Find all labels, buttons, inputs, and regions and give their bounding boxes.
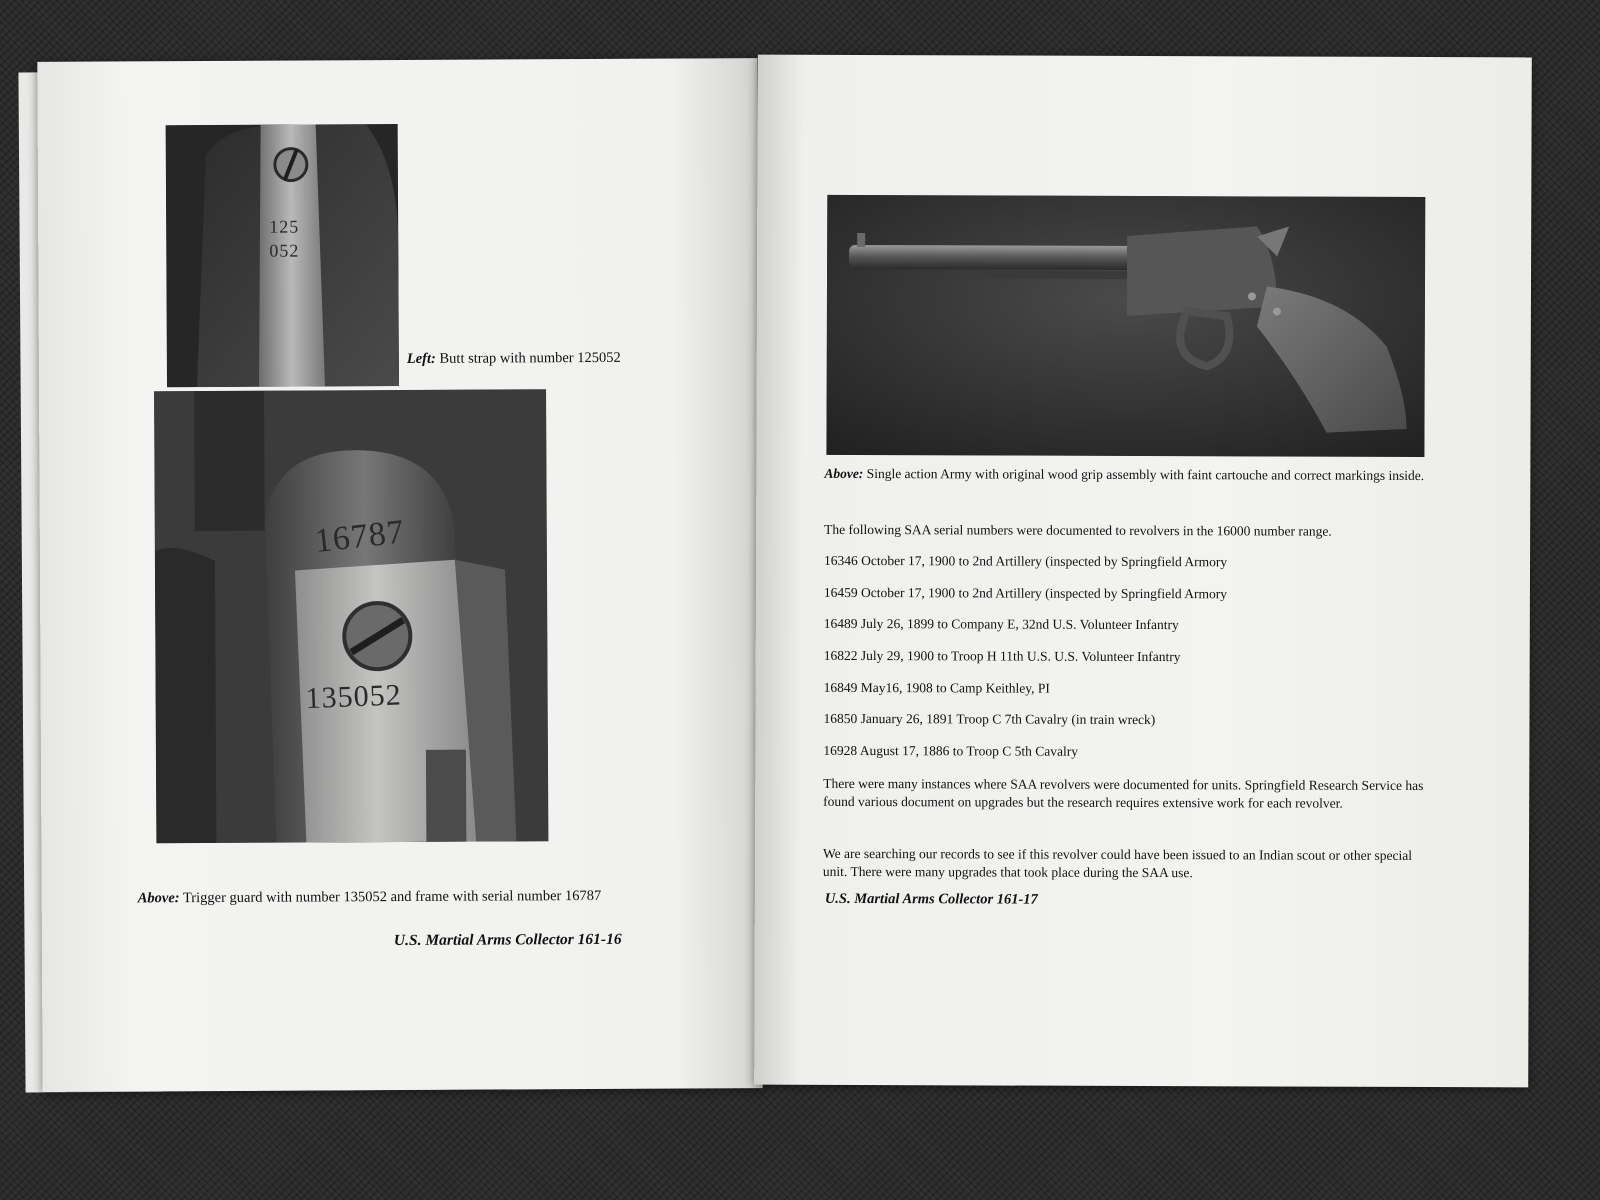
caption-text: Trigger guard with number 135052 and frame with serial number 16787 — [179, 887, 602, 907]
serial-entry: 16850 January 26, 1891 Troop C 7th Cavalry (in train wreck) — [823, 710, 1156, 728]
butt-strap-caption — [407, 349, 621, 369]
serial-entry: 16489 July 26, 1899 to Company E, 32nd U.S. Volunteer Infantry — [823, 615, 1179, 633]
revolver-caption — [824, 465, 1444, 485]
trigger-guard-caption — [138, 887, 602, 908]
caption-lead: Above: — [137, 890, 180, 907]
left-page — [37, 58, 762, 1092]
serial-entry: 16928 August 17, 1886 to Troop C 5th Cavalry — [823, 742, 1079, 759]
right-page — [754, 55, 1532, 1088]
serial-entry: 16849 May16, 1908 to Camp Keithley, PI — [823, 679, 1050, 696]
butt-strap-photo — [166, 124, 399, 387]
caption-text: Single action Army with original wood grip assembly with faint cartouche and correct markings inside. — [863, 466, 1425, 483]
trigger-guard-illustration — [154, 389, 548, 843]
caption-text: Butt strap with number 125052 — [435, 349, 621, 367]
butt-strap-number-top: 125 — [269, 216, 300, 237]
revolver-photo — [826, 195, 1425, 457]
serial-entry: 16459 October 17, 1900 to 2nd Artillery (inspected by Springfield Armory — [823, 584, 1228, 602]
intro-text: The following SAA serial numbers were documented to revolvers in the 16000 number range. — [824, 521, 1332, 539]
trigger-guard-number-stamp: 135052 — [304, 678, 403, 716]
trigger-guard-photo — [154, 389, 548, 843]
search-paragraph: We are searching our records to see if this revolver could have been issued to an Indian scout or other special unit. There were many upgrades that took place during the SAA use. — [822, 845, 1412, 881]
left-page-footer: U.S. Martial Arms Collector 161-16 — [393, 930, 622, 950]
butt-strap-number-bottom: 052 — [269, 240, 300, 261]
caption-lead: Above: — [824, 465, 864, 482]
revolver-illustration — [826, 195, 1425, 457]
serial-entry: 16822 July 29, 1900 to Troop H 11th U.S. U.S. Volunteer Infantry — [823, 647, 1181, 665]
serial-entry: 16346 October 17, 1900 to 2nd Artillery (inspected by Springfield Armory — [824, 552, 1228, 570]
right-page-footer: U.S. Martial Arms Collector 161-17 — [824, 890, 1038, 908]
research-paragraph: There were many instances where SAA revolvers were documented for units. Springfield Research Service has found various document on upgrades but the research requires extensive work for each revolver. — [823, 775, 1424, 811]
caption-lead: Left: — [406, 350, 436, 367]
frame-serial-stamp: 16787 — [312, 513, 407, 561]
